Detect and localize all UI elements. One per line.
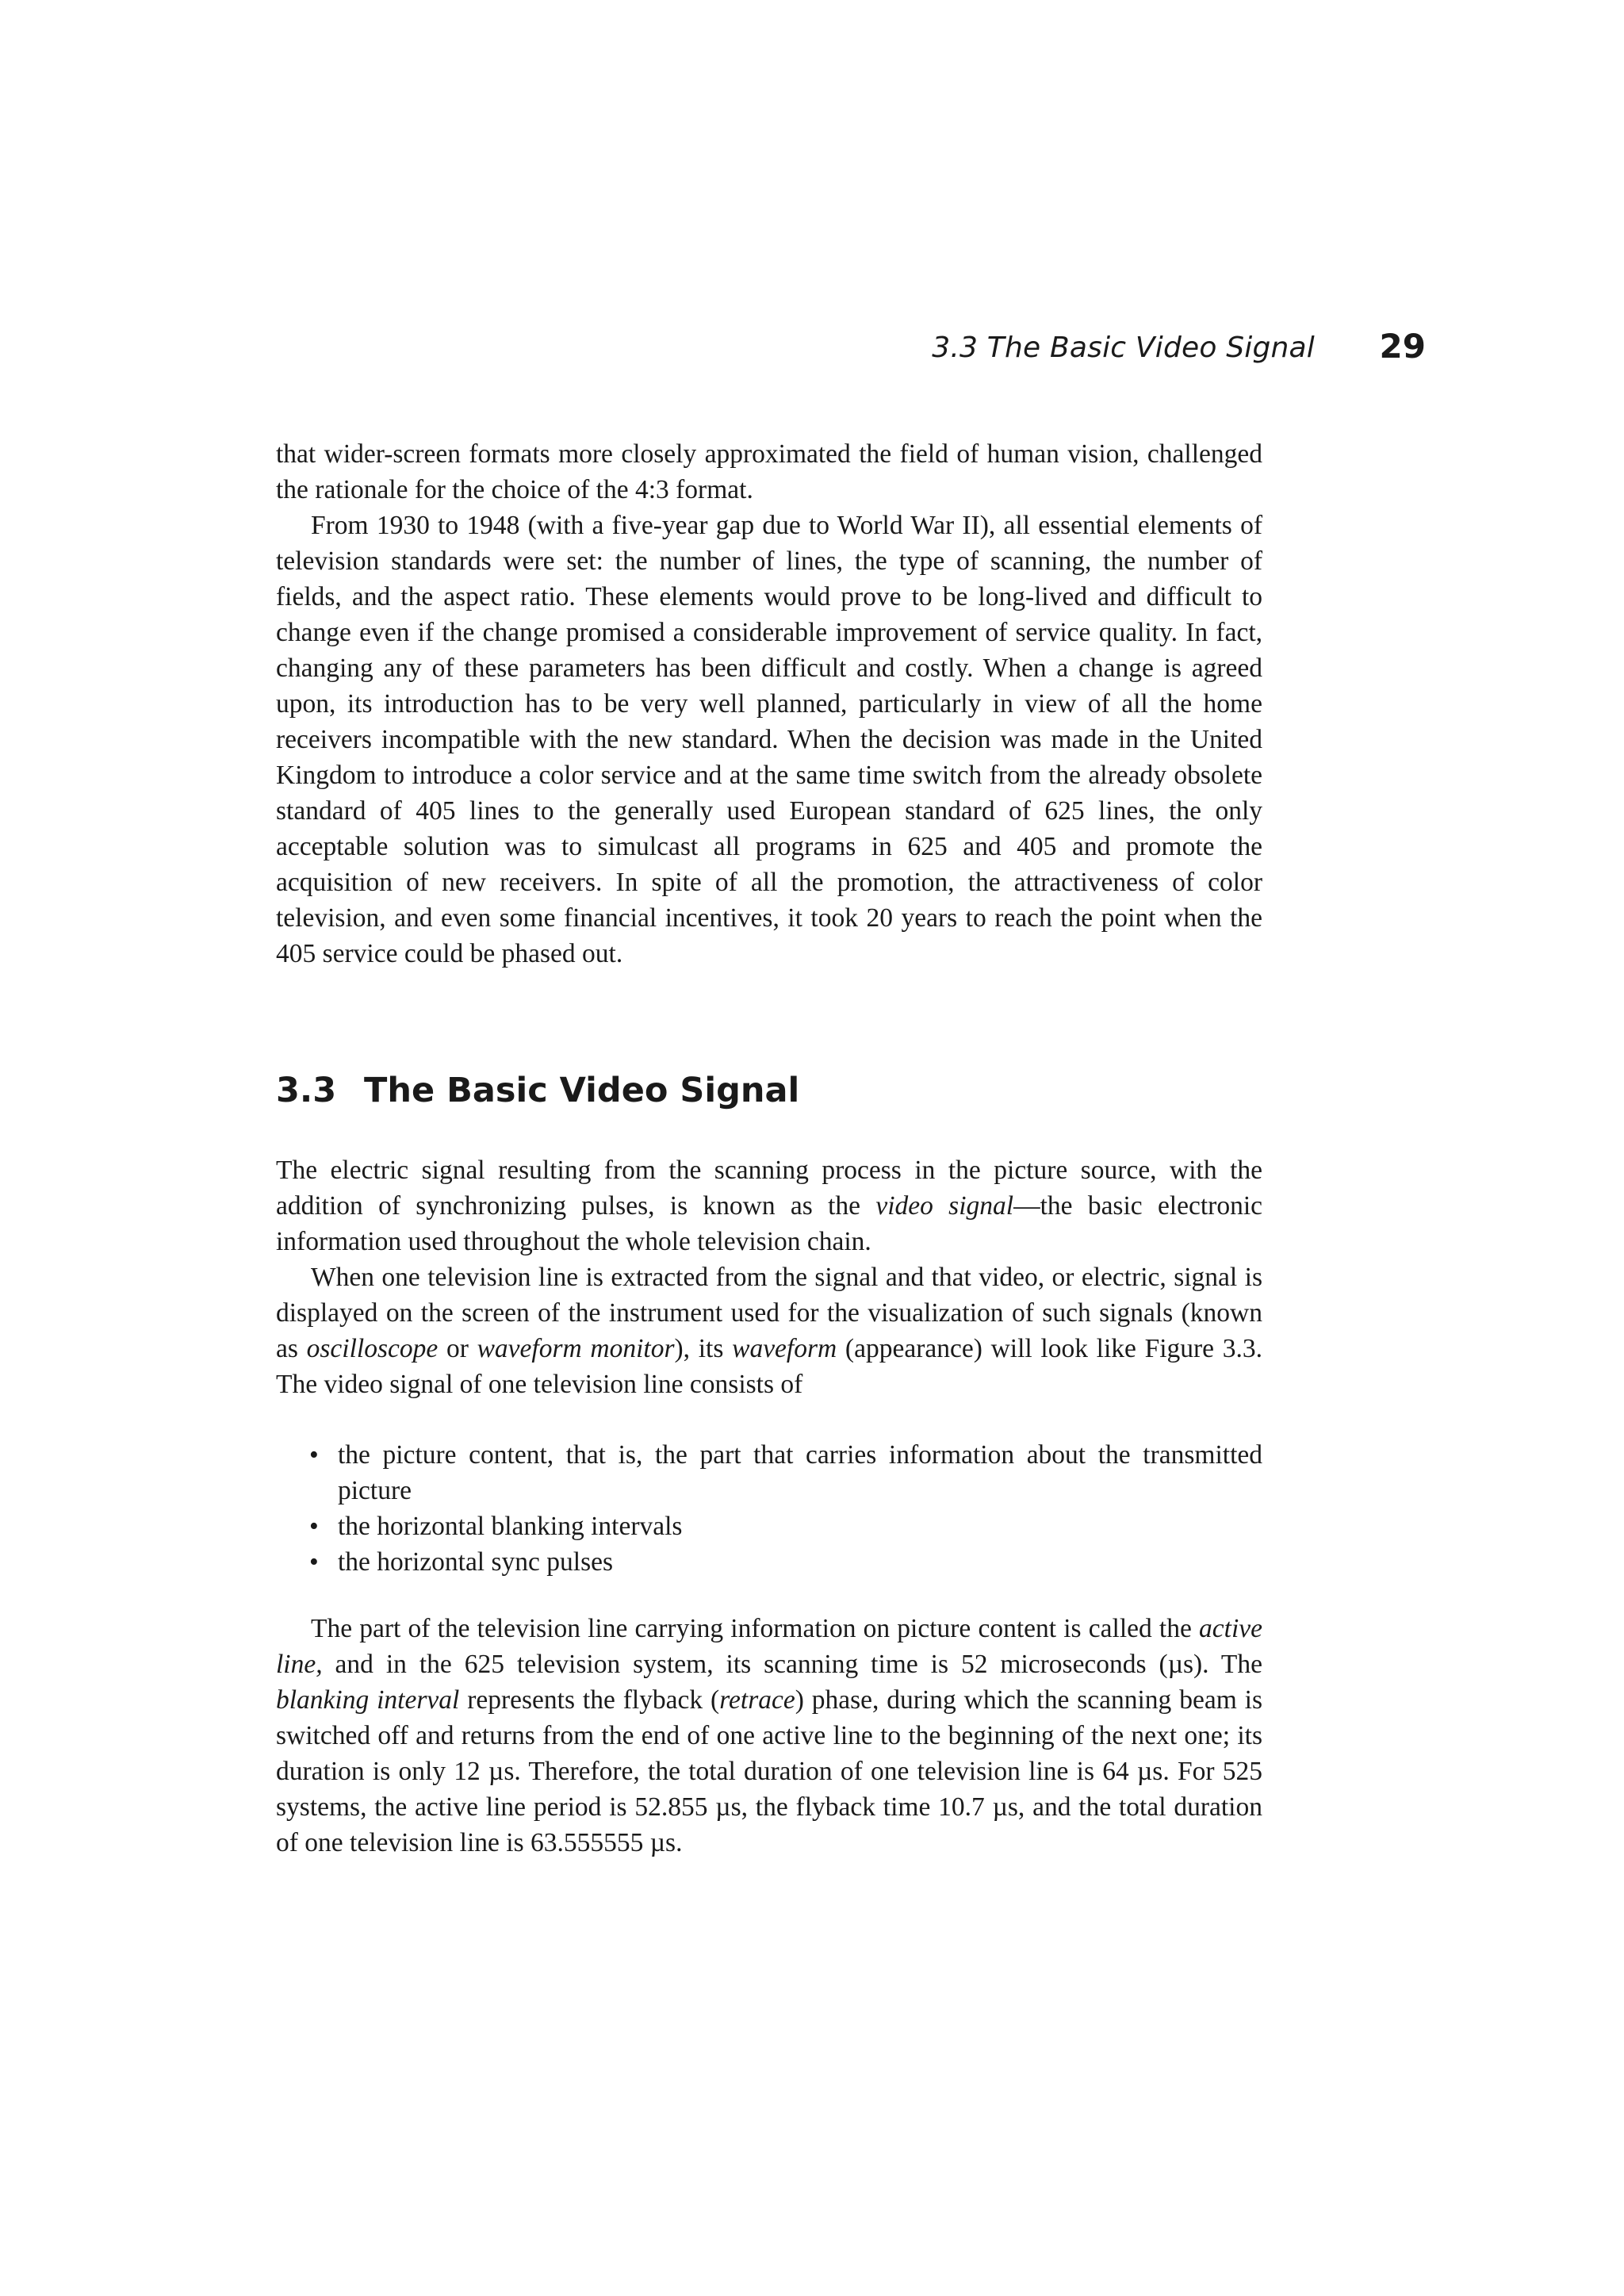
continued-paragraph-1: that wider-screen formats more closely approximated the field of human vision, challenged the rationale for the choice of the 4:3 format. — [276, 439, 1262, 504]
text-run: represents the flyback ( — [459, 1685, 720, 1715]
bullet-icon: • — [309, 1440, 319, 1470]
text-run: —the basic electronic information used throughout the whole television chain. — [276, 1191, 1262, 1256]
list-item-text: the horizontal sync pulses — [338, 1547, 614, 1577]
list-item-text: the horizontal blanking intervals — [338, 1512, 683, 1541]
section-title: The Basic Video Signal — [364, 1071, 800, 1110]
running-title: 3.3 The Basic Video Signal — [932, 332, 1315, 364]
section-heading — [276, 1067, 1262, 1114]
emphasis-term: waveform monitor — [477, 1334, 675, 1363]
emphasis-term: retrace — [719, 1685, 795, 1715]
list-item — [276, 1508, 1262, 1544]
list-item — [276, 1437, 1262, 1508]
text-run: (appearance) will look like Figure 3.3. The video signal of one television line consists of — [276, 1334, 1263, 1399]
list-item-text: the picture content, that is, the part that carries information about the transmitted picture — [338, 1440, 1262, 1505]
emphasis-term: video signal — [875, 1191, 1014, 1221]
emphasis-term: active line, — [276, 1614, 1262, 1679]
continued-text-block — [276, 436, 1262, 972]
bullet-list — [276, 1437, 1262, 1580]
section-body-block — [276, 1611, 1262, 1861]
text-run: or — [438, 1334, 477, 1363]
text-run: ), its — [674, 1334, 733, 1363]
continued-paragraph-2: From 1930 to 1948 (with a five-year gap due to World War II), all essential elements of television standards were set: the number of lines, the type of scanning, the number of fields, and the aspect ratio. These elements would prove to be long-lived and difficult to change even if the change promised a considerable improvement of service quality. In fact, changing any of these parameters has been difficult and costly. When a change is agreed upon, its introduction has to be very well planned, particularly in view of all the home receivers incompatible with the new standard. When the decision was made in the United Kingdom to introduce a color service and at the same time switch from the already obsolete standard of 405 lines to the generally used European standard of 625 lines, the only acceptable solution was to simulcast all programs in 625 and 405 and promote the acquisition of new receivers. In spite of all the promotion, the attractiveness of color television, and even some financial incentives, it took 20 years to reach the point when the 405 service could be phased out. — [276, 511, 1262, 968]
bullet-icon: • — [309, 1512, 319, 1541]
text-run: ) phase, during which the scanning beam is switched off and returns from the end of one active line to the beginning of the next one; its duration is only 12 µs. Therefore, the total duration of one television line is 64 µs. For 525 systems, the active line period is 52.855 µs, the flyback time 10.7 µs, and the total duration of one television line is 63.555555 µs. — [276, 1685, 1262, 1857]
text-run: and in the 625 television system, its scanning time is 52 microseconds (µs). The — [322, 1650, 1262, 1679]
emphasis-term: blanking interval — [276, 1685, 460, 1715]
bullet-list-block — [276, 1437, 1262, 1580]
text-run: The electric signal resulting from the scanning process in the picture source, with the addition of synchronizing pulses, is known as the — [276, 1156, 1262, 1221]
section-paragraph-3 — [276, 1611, 1262, 1861]
emphasis-term: oscilloscope — [306, 1334, 439, 1363]
page-number: 29 — [1379, 327, 1426, 366]
emphasis-term: waveform — [732, 1334, 837, 1363]
list-item — [276, 1544, 1262, 1580]
section-intro-block — [276, 1152, 1262, 1402]
text-run: The part of the television line carrying information on picture content is called the — [311, 1614, 1200, 1643]
running-header — [276, 327, 1426, 374]
section-number: 3.3 — [276, 1071, 337, 1110]
bullet-icon: • — [309, 1547, 319, 1577]
section-paragraph-2 — [276, 1259, 1262, 1402]
text-run: When one television line is extracted from the signal and that video, or electric, signal is displayed on the screen of the instrument used for the visualization of such signals (known as — [276, 1263, 1262, 1363]
section-paragraph-1 — [276, 1152, 1262, 1259]
